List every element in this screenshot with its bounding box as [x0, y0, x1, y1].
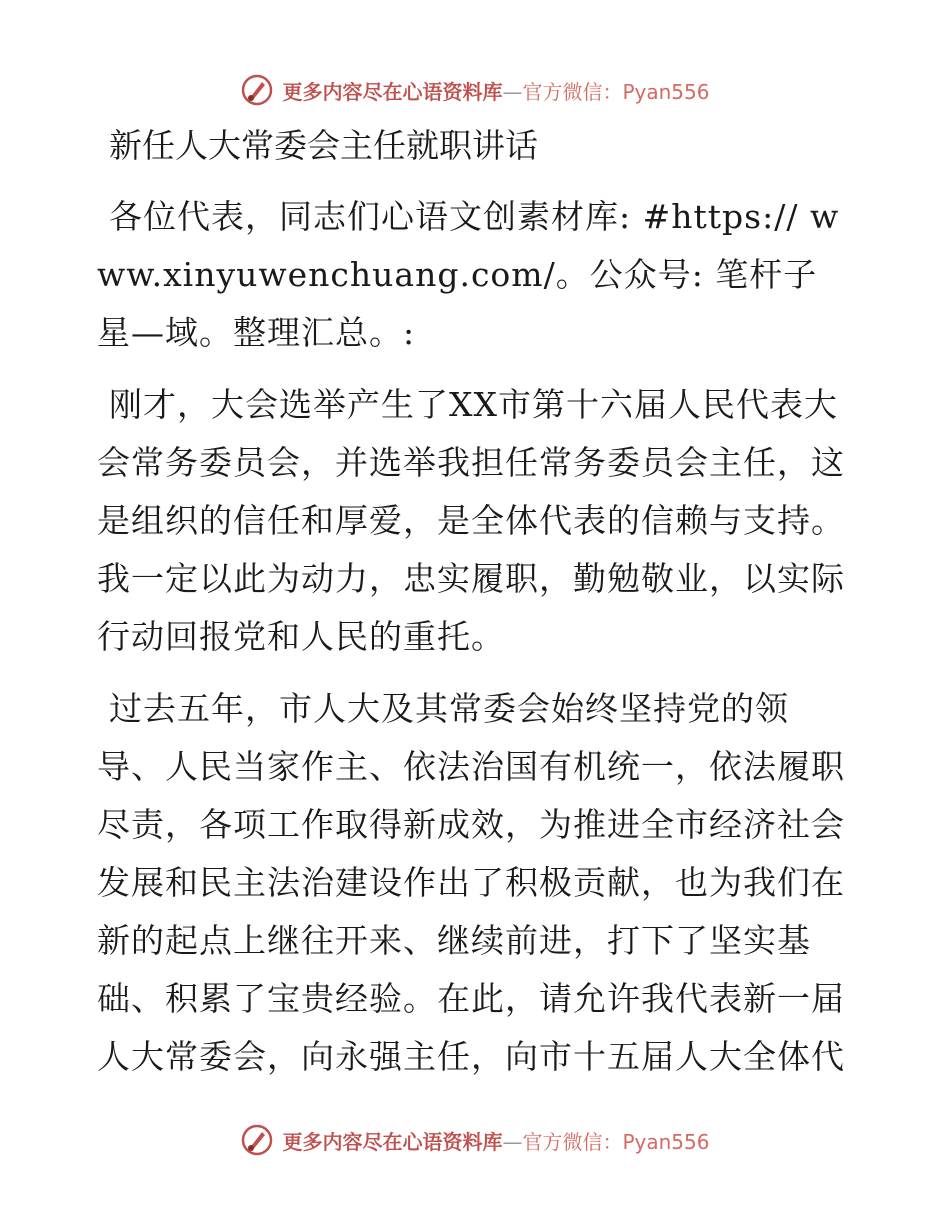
footer-wechat-text: 官方微信：Pyan556	[522, 1129, 710, 1154]
document-body	[97, 122, 849, 1076]
footer-separator: —	[502, 1129, 523, 1154]
paragraph-review: 过去五年，市人大及其常委会始终坚持党的领导、人民当家作主、依法治国有机统一，依法履职尽责，各项工作取得新成效，为推进全市经济社会发展和民主法治建设作出了积极贡献，也为我们在新的起点上继往开来、继续前进，打下了坚实基础、积累了宝贵经验。在此，请允许我代表新一届人大常委会，向永强主任，向市十五届人大全体代	[97, 689, 845, 1076]
header-wechat-text: 官方微信：Pyan556	[522, 79, 710, 104]
quill-logo-icon	[240, 1123, 274, 1157]
header-site-text: 更多内容尽在心语资料库	[282, 79, 503, 104]
paragraph-greeting: 各位代表，同志们心语文创素材库: #https:// www.xinyuwenchuang.com/。公众号: 笔杆子星—域。整理汇总。:	[97, 197, 840, 352]
footer-site-text: 更多内容尽在心语资料库	[282, 1129, 503, 1154]
header-separator: —	[502, 79, 523, 104]
header-banner-text	[282, 76, 709, 105]
footer-banner-text	[282, 1126, 709, 1155]
document-title: 新任人大常委会主任就职讲话	[109, 126, 538, 165]
paragraph-election: 刚才，大会选举产生了XX市第十六届人民代表大会常务委员会，并选举我担任常务委员会主任，这是组织的信任和厚爱，是全体代表的信赖与支持。我一定以此为动力，忠实履职，勤勉敬业，以实际行动回报党和人民的重托。	[97, 385, 845, 656]
footer-banner	[0, 1120, 950, 1160]
quill-logo-icon	[240, 73, 274, 107]
header-banner	[0, 70, 950, 110]
